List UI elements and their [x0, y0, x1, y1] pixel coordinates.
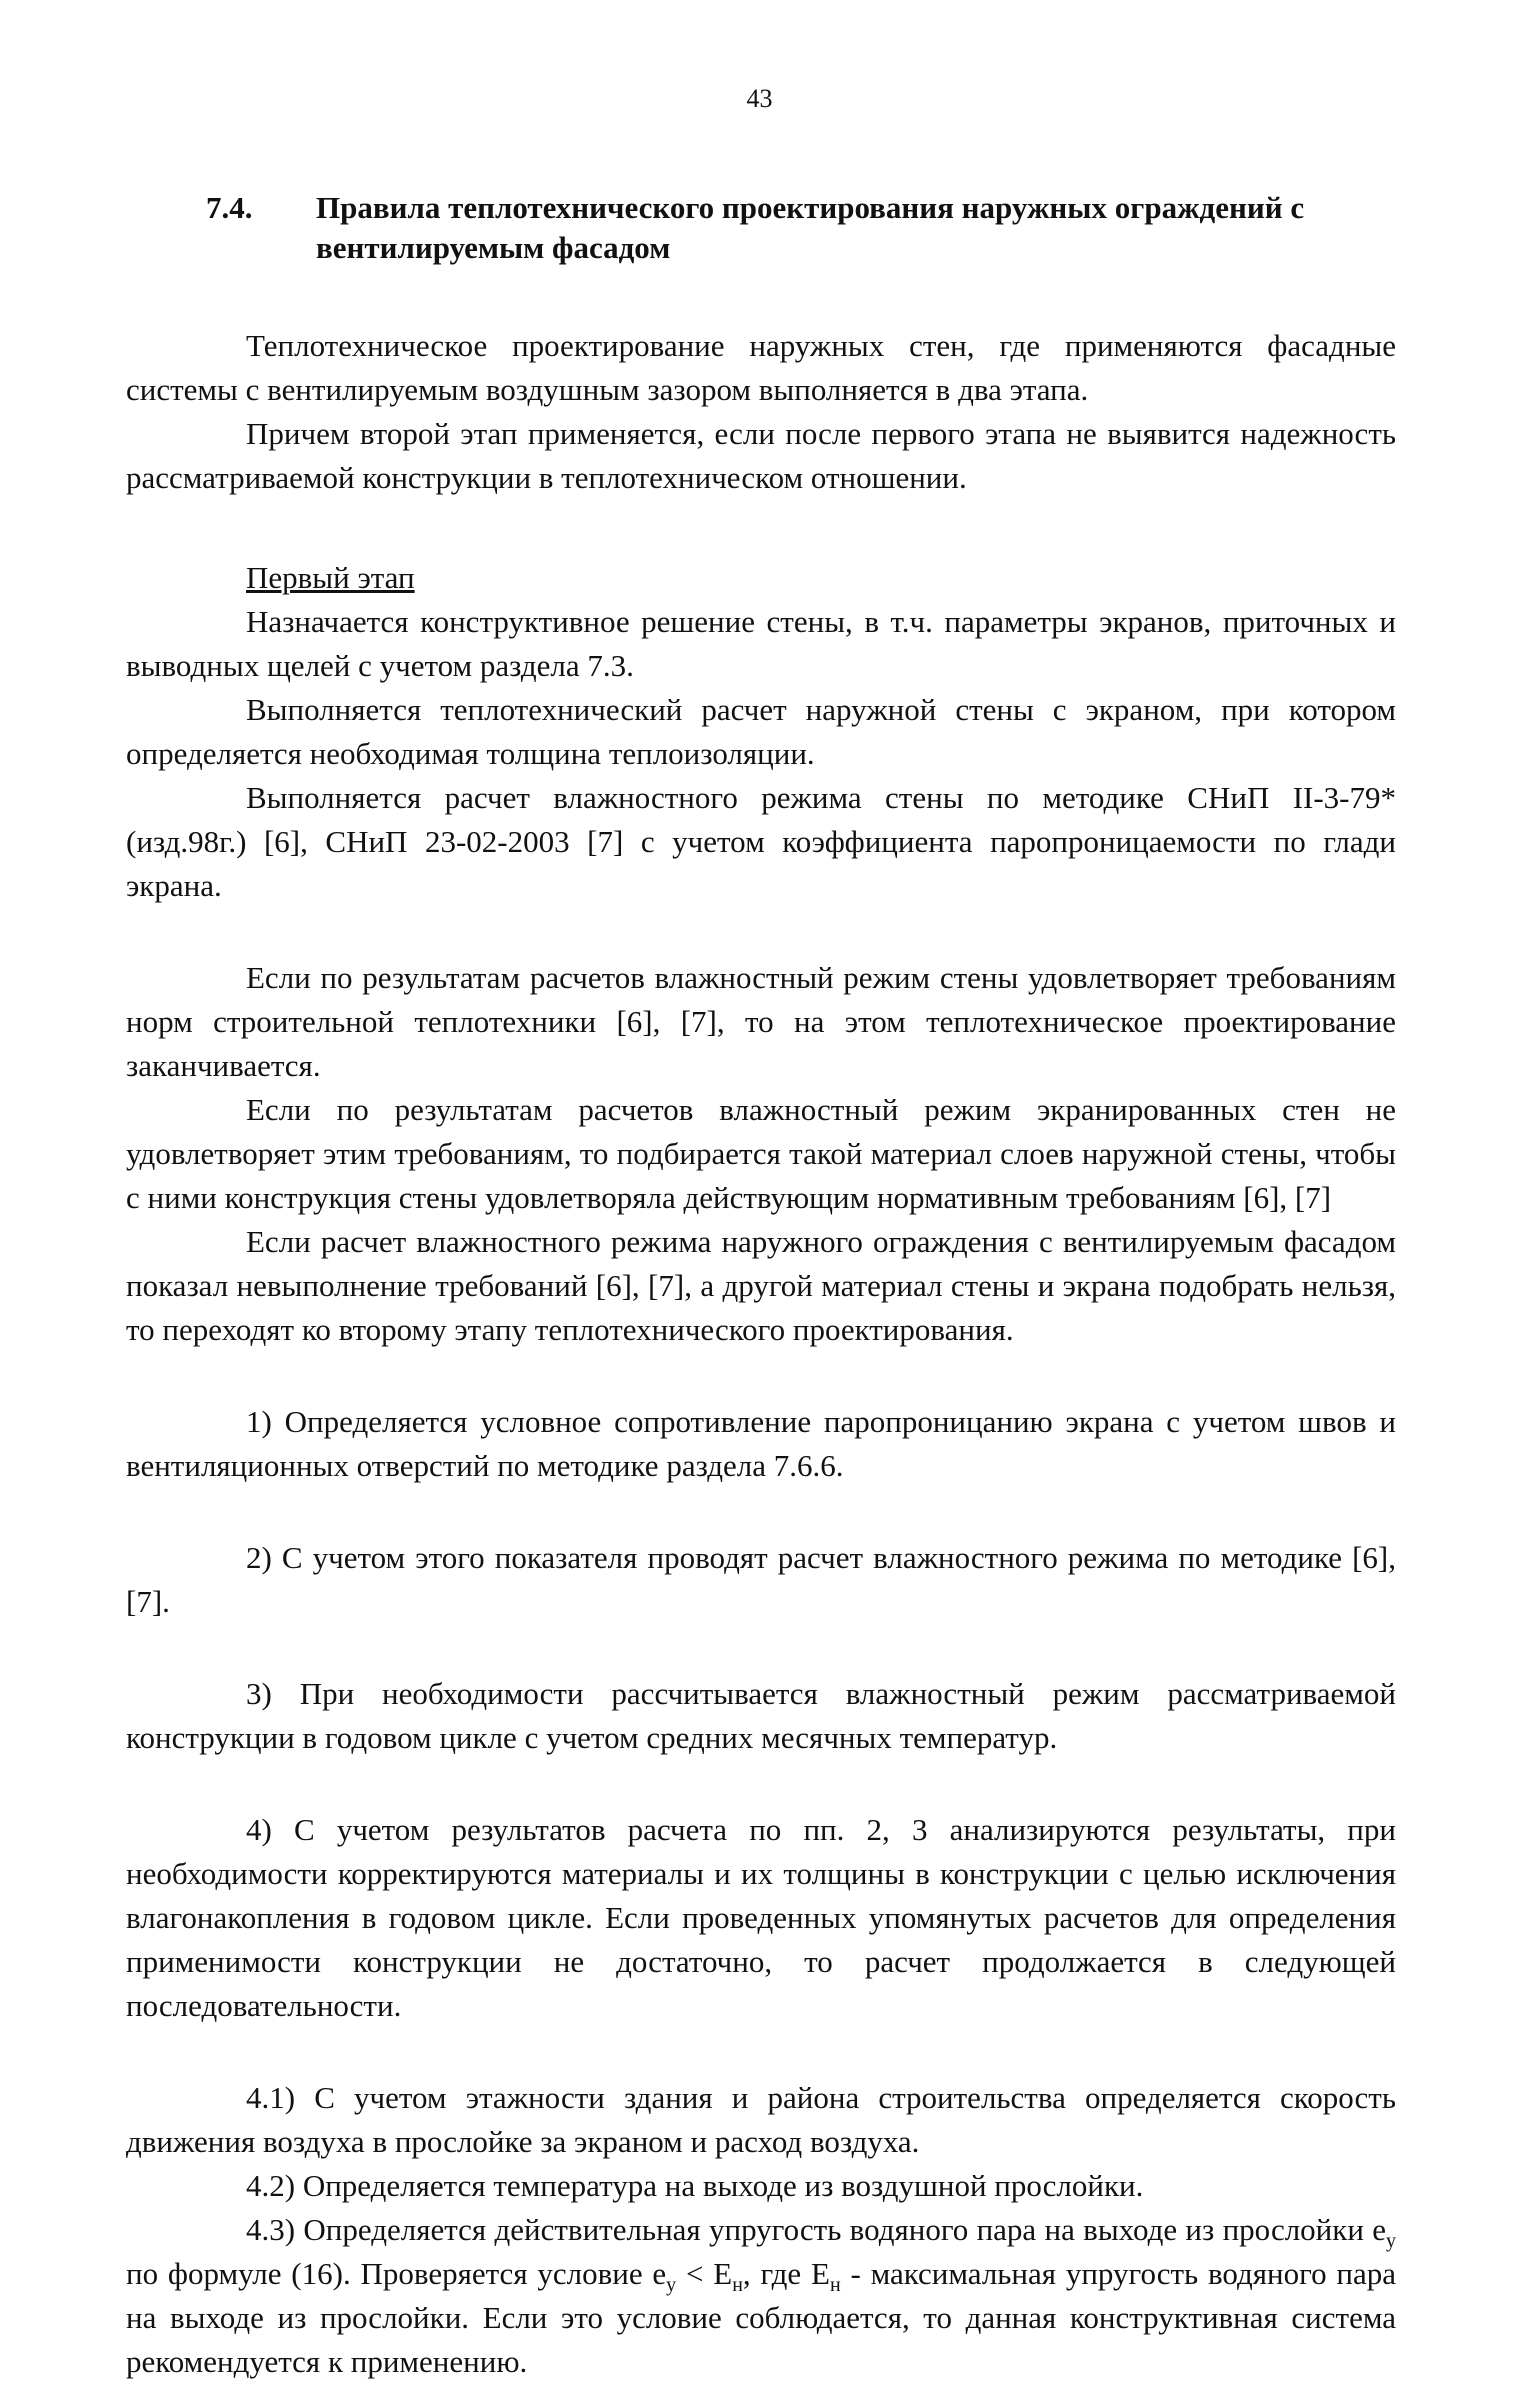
- stage1-paragraph: Выполняется теплотехнический расчет наружной стены с экраном, при котором определяется необходимая толщина теплоизоляции.: [126, 692, 1396, 771]
- substep-item: 4.2) Определяется температура на выходе из воздушной прослойки.: [246, 2168, 1144, 2203]
- substep-text: , где E: [742, 2256, 830, 2291]
- page-number: 43: [746, 84, 773, 113]
- substep-text: < E: [676, 2256, 733, 2291]
- subscript: у: [666, 2274, 677, 2297]
- substep-item: 4.1) С учетом этажности здания и района строительства определяется скорость движения воздуха в прослойке за экраном и расход воздуха.: [126, 2080, 1396, 2159]
- substep-text: 4.3) Определяется действительная упругость водяного пара на выходе из прослойки e: [246, 2212, 1386, 2247]
- step-item: 4) С учетом результатов расчета по пп. 2, 3 анализируются результаты, при необходимости корректируются материалы и их толщины в конструкции с целью исключения влагонакопления в годовом цикле. Если проведенных упомянутых расчетов для определения применимости конструкции не достаточно, то расчет продолжается в следующей последовательности.: [126, 1812, 1396, 2023]
- subscript: у: [1386, 2230, 1396, 2253]
- step-item: 3) При необходимости рассчитывается влажностный режим рассматриваемой конструкции в годовом цикле с учетом средних месячных температур.: [126, 1676, 1396, 1755]
- intro-paragraph: Теплотехническое проектирование наружных стен, где применяются фасадные системы с вентилируемым воздушным зазором выполняется в два этапа.: [126, 328, 1396, 407]
- result-paragraph: Если по результатам расчетов влажностный режим стены удовлетворяет требованиям норм строительной теплотехники [6], [7], то на этом теплотехническое проектирование заканчивается.: [126, 960, 1396, 1083]
- stage1-paragraph: Назначается конструктивное решение стены, в т.ч. параметры экранов, приточных и выводных щелей с учетом раздела 7.3.: [126, 604, 1396, 683]
- section-heading: [206, 188, 1396, 268]
- substep-text: по формуле (16). Проверяется условие e: [126, 2256, 667, 2291]
- subscript: н: [732, 2274, 743, 2297]
- step-item: 1) Определяется условное сопротивление паропроницанию экрана с учетом швов и вентиляционных отверстий по методике раздела 7.6.6.: [126, 1404, 1396, 1483]
- step-item: 2) С учетом этого показателя проводят расчет влажностного режима по методике [6], [7].: [126, 1540, 1396, 1619]
- subscript: н: [829, 2274, 841, 2297]
- intro-paragraph: Причем второй этап применяется, если после первого этапа не выявится надежность рассматриваемой конструкции в теплотехническом отношении.: [126, 416, 1396, 495]
- stage1-title: Первый этап: [246, 560, 415, 595]
- document-body: [126, 188, 1396, 2384]
- section-number: 7.4.: [206, 190, 253, 225]
- stage1-paragraph: Выполняется расчет влажностного режима стены по методике СНиП II-3-79* (изд.98г.) [6], СНиП 23-02-2003 [7] с учетом коэффициента паропроницаемости по глади экрана.: [126, 780, 1396, 903]
- result-paragraph: Если по результатам расчетов влажностный режим экранированных стен не удовлетворяет этим требованиям, то подбирается такой материал слоев наружной стены, чтобы с ними конструкция стены удовлетворяла действующим нормативным требованиям [6], [7]: [126, 1092, 1396, 1215]
- substep-item: [126, 2208, 1396, 2384]
- section-title: Правила теплотехнического проектирования наружных ограждений с вентилируемым фасадом: [316, 190, 1305, 265]
- substep-text: - максимальная упругость водяного пара на выходе из прослойки. Если это условие соблюдается, то данная конструктивная система рекомендуется к применению.: [126, 2256, 1397, 2379]
- result-paragraph: Если расчет влажностного режима наружного ограждения с вентилируемым фасадом показал невыполнение требований [6], [7], а другой материал стены и экрана подобрать нельзя, то переходят ко второму этапу теплотехнического проектирования.: [126, 1224, 1396, 1347]
